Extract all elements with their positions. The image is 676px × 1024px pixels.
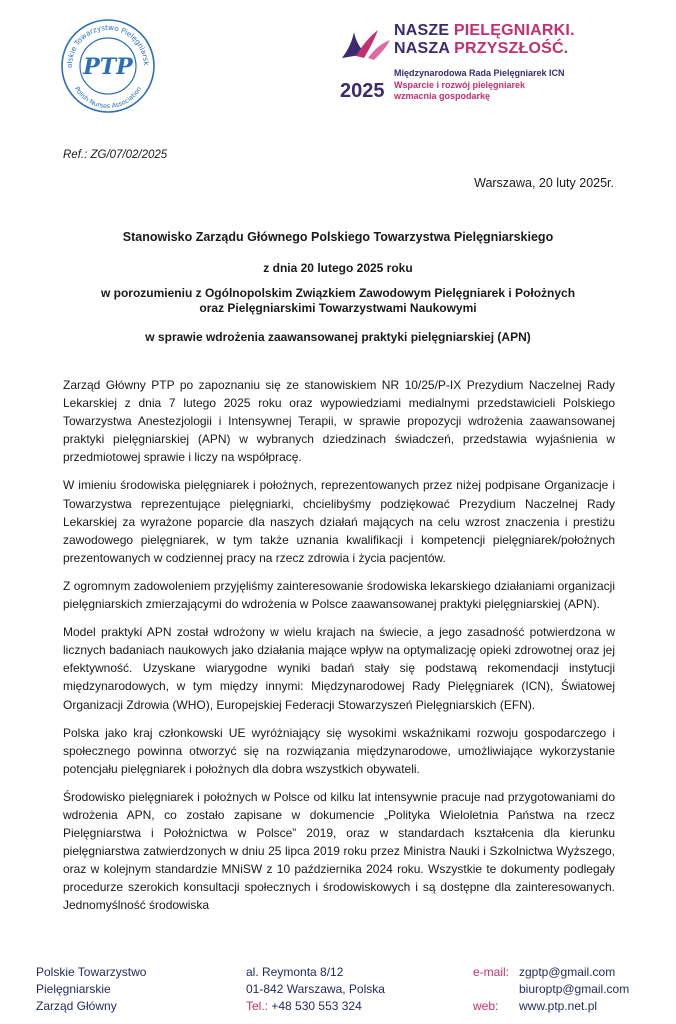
- document-date-line: z dnia 20 lutego 2025 roku: [263, 261, 413, 275]
- subject-heading: w sprawie wdrożenia zaawansowanej praktyki pielęgniarskiej (APN): [145, 330, 531, 344]
- campaign-tagline-1: Wsparcie i rozwój pielęgniarek: [394, 80, 526, 90]
- paragraph: Z ogromnym zadowoleniem przyjęliśmy zainteresowanie środowiska lekarskiego działaniami organizacji pielęgniarskich zmierzającymi do wdrożenia w Polsce zaawansowanej praktyki pielęgniarskiej (APN).: [63, 578, 615, 612]
- email-label: e-mail:: [473, 965, 510, 979]
- letterhead: [0, 0, 676, 120]
- document-title: Stanowisko Zarządu Głównego Polskiego Towarzystwa Pielęgniarskiego: [122, 230, 554, 244]
- paragraph: Zarząd Główny PTP po zapoznaniu się ze stanowiskiem NR 10/25/P-IX Prezydium Naczelnej Rady Lekarskiej z dnia 7 lutego 2025 roku oraz wypowiedziami medialnymi przedstawicieli Polskiego Towarzystwa Anestezjologii i Intensywnej Terapii, w sprawie propozycji wdrożenia zaawansowanej praktyki pielęgniarskiej (APN) w wybranych dziedzinach świadczeń, przedstawia wyjaśnienia w przedmiotowej sprawie i liczy na współpracę.: [63, 378, 615, 465]
- paragraph: Polska jako kraj członkowski UE wyróżniający się wysokimi wskaźnikami rozwoju gospodarczego i społecznego powinna otworzyć się na rozwiązania międzynarodowe, umożliwiające wykorzystanie potencjału pielęgniarek i położnych dla dobra wszystkich obywateli.: [63, 725, 615, 776]
- campaign-tagline-2: wzmacnia gospodarkę: [394, 91, 491, 101]
- campaign-graphic-icon: [338, 20, 394, 64]
- footer-street: al. Reymonta 8/12: [246, 965, 344, 979]
- footer-contact: [473, 964, 629, 1015]
- campaign-logo: [338, 14, 598, 110]
- agreement-heading: [40, 286, 636, 316]
- paragraph: W imieniu środowiska pielęgniarek i położnych, reprezentowanych przez niżej podpisane Organizacje i Towarzystwa reprezentujące pielęgniarki, chcielibyśmy podziękować Prezydium Naczelnej Rady Lekarskiej za wyrażone poparcie dla naszych działań mających na celu wzrost znaczenia i prestiżu zawodowego pielęgniarek, w tym także uznania kwalifikacji i kompetencji pielęgniarek/położnych prezentowanych w codziennej pracy na rzecz zdrowia i życia pacjentów.: [63, 478, 615, 565]
- paragraph: Środowisko pielęgniarek i położnych w Polsce od kilku lat intensywnie pracuje nad przygotowaniami do wdrożenia APN, co zostało zapisane w dokumencie „Polityka Wieloletnia Państwa na rzecz Pielęgniarstwa i Położnictwa w Polsce” 2019, oraz w standardach kształcenia dla kierunku pielęgniarstwa zatwierdzonych w dniu 25 lipca 2019 roku przez Ministra Nauki i Szkolnictwa Wyższego, oraz w kolejnym standardzie MNiSW z 10 października 2024 roku. Wszystkie te dokumenty podlegały procedurze szerokich konsultacji społecznych i środowiskowych i są dostępne dla zainteresowanych. Jednomyślność środowiska: [63, 789, 615, 913]
- footer: [0, 958, 676, 1018]
- email-link-2[interactable]: biuroptp@gmail.com: [519, 982, 630, 996]
- campaign-line-2: NASZA PRZYSZŁOŚĆ.: [394, 40, 569, 57]
- footer-organization: Polskie Towarzystwo Pielęgniarskie Zarząd Główny: [36, 965, 147, 1013]
- email-link-1[interactable]: zgptp@gmail.com: [519, 965, 616, 979]
- footer-address: [246, 964, 385, 1015]
- campaign-year: 2025: [340, 80, 385, 102]
- svg-text:PTP: PTP: [83, 54, 133, 80]
- svg-text:Polskie Towarzystwo Pielęgniar: olskie Towarzystwo Pielęgniarsk: [64, 22, 152, 69]
- web-link[interactable]: www.ptp.net.pl: [519, 999, 598, 1013]
- paragraph: Model praktyki APN został wdrożony w wielu krajach na świecie, a jego zasadność potwierdzona w licznych badaniach naukowych jako działania mające wpływ na optymalizację opieki zdrowotnej oraz jej efektywność. Uzyskane wiarygodne wyniki badań stały się podstawą rekomendacji instytucji międzynarodowych, w tym między innymi: Międzynarodowej Rady Pielęgniarek (ICN), Światowej Organizacji Zdrowia (WHO), Europejskiej Federacji Stowarzyszeń Pielęgniarskich (EFN).: [63, 625, 615, 712]
- footer-phone: Tel.: +48 530 553 324: [246, 999, 362, 1013]
- campaign-line-1: NASZE PIELĘGNIARKI.: [394, 22, 575, 39]
- reference-number: Ref.: ZG/07/02/2025: [63, 149, 168, 161]
- agreement-line-2: oraz Pielęgniarskimi Towarzystwami Naukowymi: [199, 301, 477, 315]
- footer-city: 01-842 Warszawa, Polska: [246, 982, 385, 996]
- document-body: [63, 376, 615, 925]
- agreement-line-1: w porozumieniu z Ogólnopolskim Związkiem Zawodowym Pielęgniarek i Położnych: [100, 286, 576, 300]
- ptp-logo: [58, 16, 158, 116]
- campaign-org: Międzynarodowa Rada Pielęgniarek ICN: [394, 68, 565, 78]
- web-label: web:: [473, 999, 499, 1013]
- document-date: Warszawa, 20 luty 2025r.: [474, 176, 614, 190]
- svg-text:Polish Nurses Association: Polish Nurses Association: [72, 85, 144, 111]
